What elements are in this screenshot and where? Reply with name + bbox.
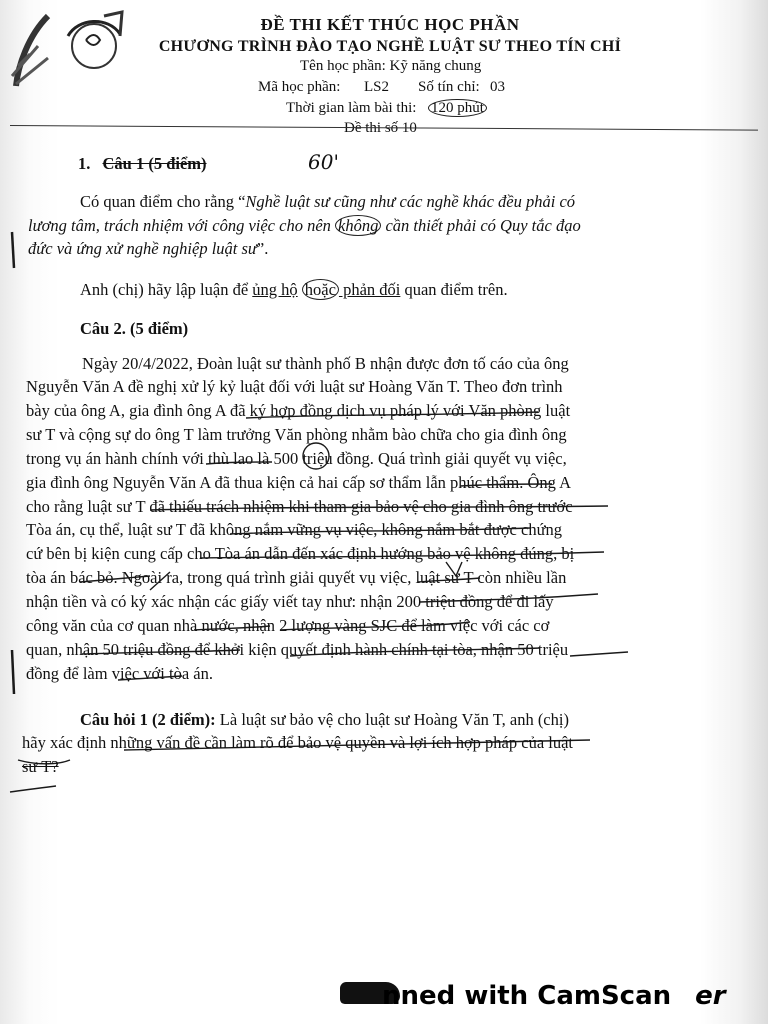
case-line-2: Nguyễn Văn A đề nghị xử lý kỷ luật đối với luật sư Hoàng Văn T. Theo đơn trình bbox=[26, 377, 563, 396]
subquestion-1: Câu hỏi 1 (2 điểm): Là luật sư bảo vệ cho luật sư Hoàng Văn T, anh (chị) bbox=[80, 710, 569, 729]
subquestion-1-line-2: hãy xác định những vấn đề cần làm rõ để bảo vệ quyền và lợi ích hợp pháp của luật bbox=[22, 733, 574, 752]
case-line-11: nhận tiền và có ký xác nhận các giấy viết tay như: nhận 200 triệu đồng để đi lấy bbox=[26, 592, 554, 611]
case-line-1: Ngày 20/4/2022, Đoàn luật sư thành phố B nhận được đơn tố cáo của ông bbox=[82, 354, 569, 373]
circled-word-khong: không bbox=[335, 215, 381, 236]
question-1-title: Câu 1 (5 điểm) bbox=[102, 154, 207, 173]
credits-label: Số tín chỉ: bbox=[418, 79, 480, 95]
watermark-tail: er bbox=[695, 981, 726, 1011]
exam-title: ĐỀ THI KẾT THÚC HỌC PHẦN bbox=[260, 15, 520, 34]
statement-intro: Có quan điểm cho rằng “ bbox=[80, 192, 246, 211]
statement-quote-line-1: Nghề luật sư cũng như các nghề khác đều phải có bbox=[245, 192, 576, 211]
question-1-task: Anh (chị) hãy lập luận để ủng hộ hoặc phản đối quan điểm trên. bbox=[80, 280, 508, 299]
case-line-13: quan, nhận 50 triệu đồng để khởi kiện quyết định hành chính tại tòa, nhận 50 triệu bbox=[26, 640, 569, 659]
credits-value: 03 bbox=[490, 79, 505, 95]
case-line-4: sư T và cộng sự do ông T làm trưởng Văn phòng nhằm bào chữa cho gia đình ông bbox=[26, 425, 567, 444]
option-oppose: phản đối bbox=[338, 280, 401, 299]
case-line-5: trong vụ án hành chính với thù lao là 500 triệu đồng. Quá trình giải quyết vụ việc, bbox=[26, 449, 567, 468]
case-line-14: đồng để làm việc với tòa án. bbox=[26, 664, 213, 683]
case-line-9: cứ bên bị kiện cung cấp cho Tòa án dẫn đến xác định hướng bảo vệ không đúng, bị bbox=[26, 544, 575, 563]
subquestion-1-heading: Câu hỏi 1 (2 điểm): bbox=[80, 710, 216, 729]
program-title: CHƯƠNG TRÌNH ĐÀO TẠO NGHỀ LUẬT SƯ THEO TÍN CHỈ bbox=[158, 38, 622, 55]
circled-word-hoac: hoặc bbox=[302, 279, 339, 300]
handwritten-time-note: 60' bbox=[308, 150, 339, 174]
course-name: Tên học phần: Kỹ năng chung bbox=[300, 58, 482, 74]
case-line-10: tòa án bác bỏ. Ngoài ra, trong quá trình giải quyết vụ việc, luật sư T còn nhiều lần bbox=[26, 568, 567, 587]
question-2-heading: Câu 2. (5 điểm) bbox=[80, 319, 189, 338]
case-line-7: cho rằng luật sư T đã thiếu trách nhiệm khi tham gia bảo vệ cho gia đình ông trước bbox=[26, 497, 573, 516]
time-label: Thời gian làm bài thi: bbox=[286, 100, 417, 116]
watermark-main: nned with CamScan bbox=[340, 981, 671, 1011]
option-support: ủng hộ bbox=[252, 280, 298, 299]
case-line-6: gia đình ông Nguyễn Văn A đã thua kiện cả hai cấp sơ thẩm lẫn phúc thẩm. Ông A bbox=[26, 473, 572, 492]
time-value-text: 120 phút bbox=[428, 99, 487, 117]
question-1-statement-line-2: lương tâm, trách nhiệm với công việc cho nên không cần thiết phải có Quy tắc đạo bbox=[28, 216, 581, 235]
camscanner-watermark bbox=[340, 976, 750, 1016]
question-1-statement-line-3: đức và ứng xử nghề nghiệp luật sư”. bbox=[28, 239, 269, 258]
case-line-3: bày của ông A, gia đình ông A đã ký hợp đồng dịch vụ pháp lý với Văn phòng luật bbox=[26, 401, 571, 420]
course-code: LS2 bbox=[364, 79, 390, 95]
course-code-label: Mã học phần: bbox=[258, 79, 341, 95]
question-1-number: 1. bbox=[78, 154, 91, 173]
subquestion-1-line-3: sư T? bbox=[22, 757, 59, 776]
case-line-12: công văn của cơ quan nhà nước, nhận 2 lượng vàng SJC để làm việc với các cơ bbox=[26, 616, 550, 635]
case-line-8: Tòa án, cụ thể, luật sư T đã không nắm vững vụ việc, không nắm bắt được chứng bbox=[26, 520, 563, 539]
